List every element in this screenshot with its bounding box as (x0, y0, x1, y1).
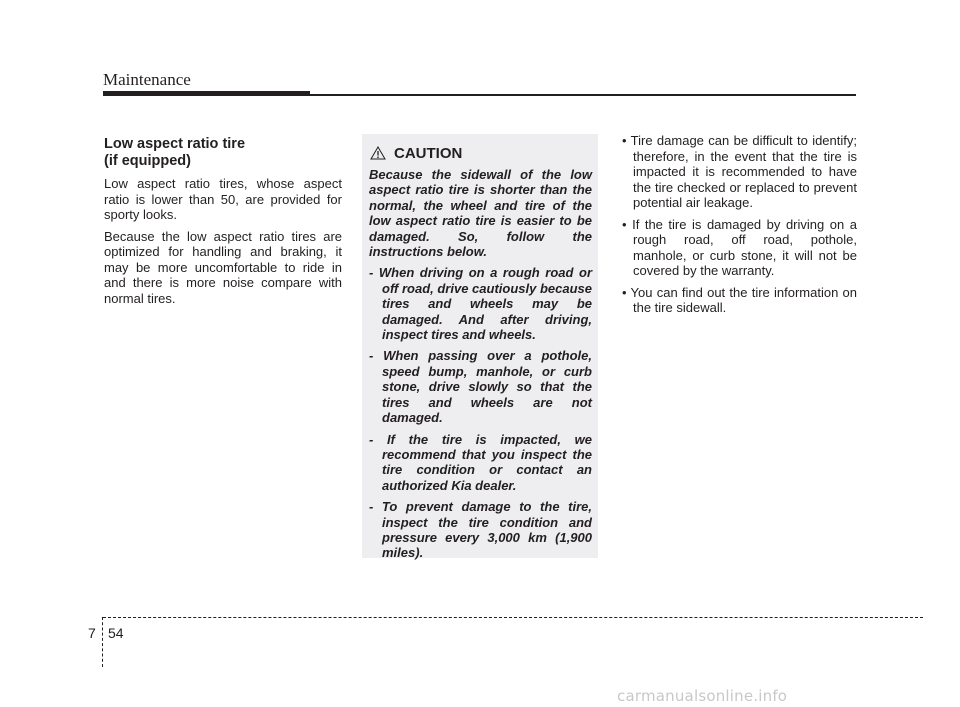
body-paragraph-1: Low aspect ratio tires, whose aspect ratio is lower than 50, are provided for sporty looks. (104, 176, 342, 222)
caution-intro: Because the sidewall of the low aspect ratio tire is shorter than the normal, the wheel and tire of the low aspect ratio tire is easier to be damaged. So, follow the instructions below. (369, 167, 592, 260)
section-heading-line2: (if equipped) (104, 153, 191, 169)
bullet-item: • If the tire is damaged by driving on a rough road, off road, pothole, manhole, or curb stone, it will not be covered by the warranty. (622, 216, 857, 278)
header-rule-accent (103, 91, 310, 96)
bullet-item: • You can find out the tire information on the tire sidewall. (622, 284, 857, 315)
caution-box (362, 134, 598, 561)
footer-divider (102, 617, 103, 667)
caution-item: - When passing over a pothole, speed bump, manhole, or curb stone, drive slowly so that the tires and wheels are not damaged. (369, 348, 592, 426)
header-title: Maintenance (103, 70, 191, 89)
chapter-number: 7 (88, 625, 96, 641)
caution-title: CAUTION (394, 144, 463, 162)
watermark: carmanualsonline.info (617, 687, 788, 705)
caution-body (369, 167, 592, 567)
section-heading-line1: Low aspect ratio tire (104, 136, 246, 152)
caution-item: - If the tire is impacted, we recommend that you inspect the tire condition or contact an authorized Kia dealer. (369, 431, 592, 493)
caution-header (370, 144, 462, 162)
bullet-item: • Tire damage can be difficult to identify; therefore, in the event that the tire is impacted it is recommended to have the tire checked or replaced to prevent potential air leakage. (622, 133, 857, 210)
warning-triangle-icon (370, 146, 386, 160)
page-number: 54 (108, 625, 124, 641)
body-paragraph-2: Because the low aspect ratio tires are optimized for handling and braking, it may be more uncomfortable to ride in and there is more noise compare with normal tires. (104, 228, 342, 306)
footer-rule (103, 617, 923, 618)
caution-item: - When driving on a rough road or off road, drive cautiously because tires and wheels may be damaged. And after driving, inspect tires and wheels. (369, 265, 592, 343)
right-column (617, 133, 857, 322)
section-heading (104, 136, 342, 170)
caution-item: - To prevent damage to the tire, inspect the tire condition and pressure every 3,000 km (1,900 miles). (369, 499, 592, 561)
left-column (104, 136, 342, 312)
